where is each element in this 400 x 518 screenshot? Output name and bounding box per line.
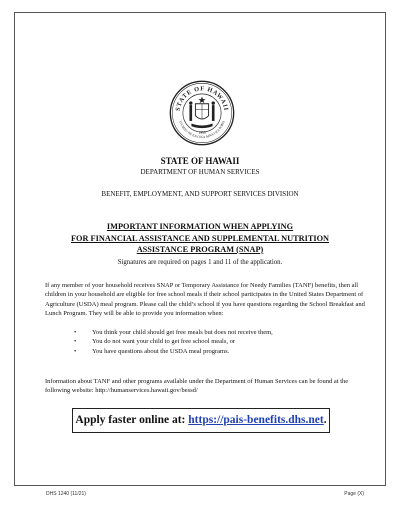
bullet-list xyxy=(74,328,364,356)
seal-motto: UA MAU KE EA O KA AINA I KA PONO xyxy=(178,120,226,140)
notice-heading-line: FOR FINANCIAL ASSISTANCE AND SUPPLEMENTAL NUTRITION xyxy=(70,233,330,243)
apply-online-label: Apply faster online at: xyxy=(75,414,186,426)
apply-online-period: . xyxy=(323,414,327,426)
department-name: DEPARTMENT OF HUMAN SERVICES xyxy=(140,168,260,176)
form-id: DHS 1240 (11/21) xyxy=(46,491,86,497)
school-meals-paragraph: If any member of your household receives SNAP or Temporary Assistance for Needy Families (TANF) benefits, then all children in your household are eligible for free school meals if their school participates in the United States Department of Agriculture (USDA) meal program. Please call the child’s school if you have questions regarding the School Breakfast and Lunch Program. They will be able to provide you information when: xyxy=(45,282,365,318)
seal-year: 1959 xyxy=(198,131,206,136)
tanf-info-paragraph: Information about TANF and other programs available under the Department of Human Services can be found at the following website: http://humanservices.hawaii.gov/bessd/ xyxy=(45,378,349,395)
seal-top-text: STATE OF HAWAII xyxy=(174,85,230,112)
notice-heading xyxy=(18,221,382,256)
notice-heading-line: ASSISTANCE PROGRAM (SNAP) xyxy=(136,245,264,254)
apply-online-box xyxy=(72,408,330,433)
bullet-item: • You have questions about the USDA meal programs. xyxy=(74,347,364,356)
state-seal-icon xyxy=(169,80,235,146)
bullet-item: • You do not want your child to get free school meals, or xyxy=(74,337,364,346)
division-name: BENEFIT, EMPLOYMENT, AND SUPPORT SERVICES DIVISION xyxy=(101,190,299,198)
apply-online-link[interactable]: https://pais-benefits.dhs.net xyxy=(188,414,324,426)
signature-note: Signatures are required on pages 1 and 11 of the application. xyxy=(117,259,283,266)
state-title: STATE OF HAWAII xyxy=(160,156,240,166)
bullet-item: • You think your child should get free meals but does not receive them, xyxy=(74,328,364,337)
page-number: Page (X) xyxy=(344,491,364,497)
notice-heading-line: IMPORTANT INFORMATION WHEN APPLYING xyxy=(106,222,294,231)
